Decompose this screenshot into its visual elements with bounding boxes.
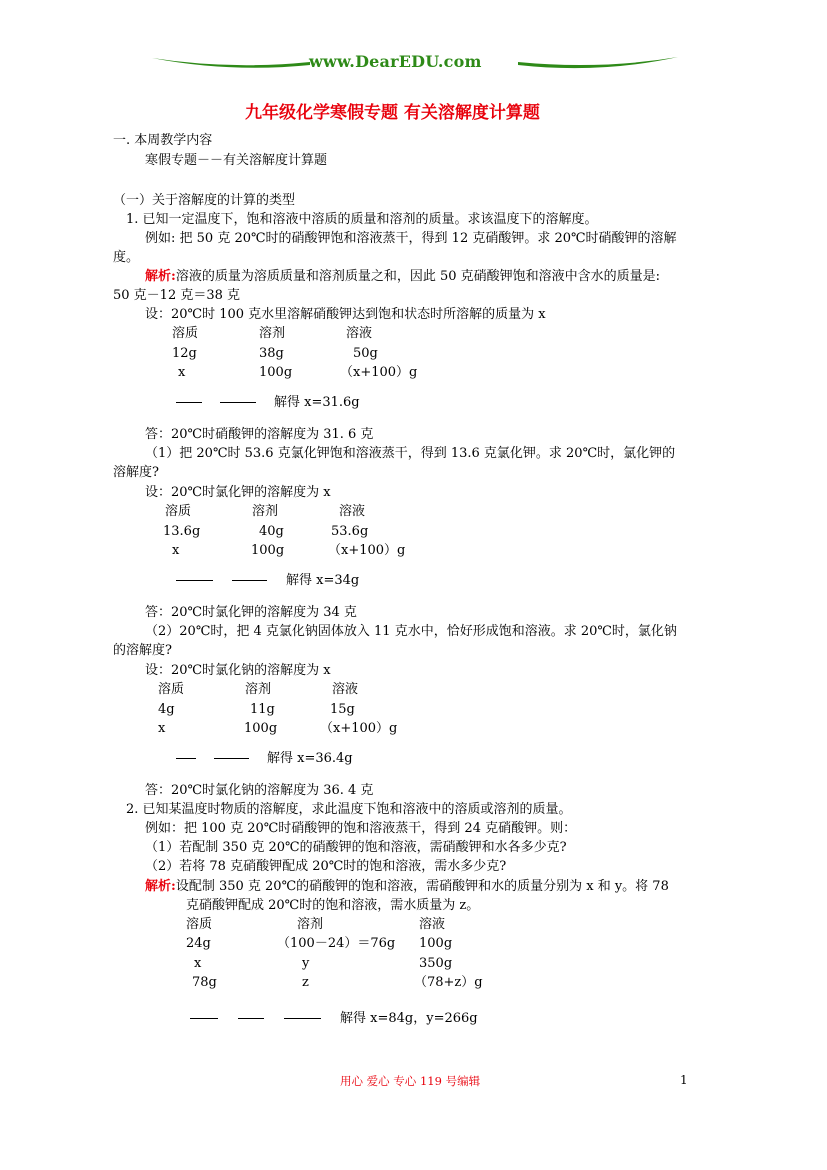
q1-set: 设：20℃时氯化钾的溶解度为 x xyxy=(145,485,331,500)
item2-solve: 解得 x=84g，y=266g xyxy=(340,1011,478,1026)
analysis-line1: 设配制 350 克 20℃的硝酸钾的饱和溶液，需硝酸钾和水的质量分别为 x 和 y。将 78 xyxy=(175,879,669,894)
table-header: 溶剂 xyxy=(245,682,272,697)
table-cell: 350g xyxy=(419,956,453,971)
table-header: 溶液 xyxy=(419,917,446,932)
fraction-bar xyxy=(214,758,249,759)
table-cell: x xyxy=(172,543,180,558)
item2-sub1: （1）若配制 350 克 20℃的硝酸钾的饱和溶液，需硝酸钾和水各多少克? xyxy=(145,840,567,855)
section-subtitle: 寒假专题－－有关溶解度计算题 xyxy=(145,153,328,168)
item2-analysis xyxy=(145,879,669,895)
fraction-bar xyxy=(220,402,256,403)
table-header: 溶质 xyxy=(165,504,192,519)
table-cell: （78+z）g xyxy=(414,975,483,990)
item1-answer: 答：20℃时硝酸钾的溶解度为 31. 6 克 xyxy=(145,427,374,442)
table-cell: 100g xyxy=(419,936,453,951)
table-cell: x xyxy=(158,721,166,736)
table-cell: 12g xyxy=(172,346,197,361)
table-cell: 38g xyxy=(259,346,284,361)
item2-analysis-line2: 克硝酸钾配成 20℃时的饱和溶液，需水质量为 z。 xyxy=(186,898,480,913)
item1-text: 1. 已知一定温度下，饱和溶液中溶质的质量和溶剂的质量。求该温度下的溶解度。 xyxy=(126,212,598,227)
q1-line1: （1）把 20℃时 53.6 克氯化钾饱和溶液蒸干，得到 13.6 克氯化钾。求 20℃时，氯化钾的 xyxy=(145,446,676,461)
table-cell: z xyxy=(302,975,309,990)
q1-solve: 解得 x=34g xyxy=(286,573,360,588)
logo-text: www.DearEDU.com xyxy=(309,52,482,71)
item1-analysis-line2: 50 克－12 克＝38 克 xyxy=(113,288,241,303)
table-cell: 100g xyxy=(244,721,278,736)
fraction-bar xyxy=(238,1018,264,1019)
table-header: 溶质 xyxy=(172,326,199,341)
fraction-bar xyxy=(176,580,213,581)
table-cell: 11g xyxy=(250,702,275,717)
q2-answer: 答：20℃时氯化钠的溶解度为 36. 4 克 xyxy=(145,783,374,798)
page-title: 九年级化学寒假专题 有关溶解度计算题 xyxy=(245,103,540,123)
q2-line2: 的溶解度? xyxy=(113,643,172,658)
table-cell: 53.6g xyxy=(331,524,369,539)
table-cell: 100g xyxy=(259,365,293,380)
table-cell: 78g xyxy=(192,975,217,990)
item2-text: 2. 已知某温度时物质的溶解度，求此温度下饱和溶液中的溶质或溶剂的质量。 xyxy=(126,802,572,817)
fraction-bar xyxy=(176,758,196,759)
table-cell: （x+100）g xyxy=(340,365,418,380)
table-cell: 50g xyxy=(353,346,378,361)
table-cell: x xyxy=(178,365,186,380)
table-cell: 40g xyxy=(259,524,284,539)
item2-sub2: （2）若将 78 克硝酸钾配成 20℃时的饱和溶液，需水多少克? xyxy=(145,859,507,874)
table-cell: y xyxy=(302,956,310,971)
analysis-line1: 溶液的质量为溶质质量和溶剂质量之和，因此 50 克硝酸钾饱和溶液中含水的质量是: xyxy=(175,269,660,284)
table-header: 溶质 xyxy=(158,682,185,697)
q2-set: 设：20℃时氯化钠的溶解度为 x xyxy=(145,663,331,678)
table-cell: （x+100）g xyxy=(328,543,406,558)
table-header: 溶液 xyxy=(346,326,373,341)
table-header: 溶质 xyxy=(186,917,213,932)
fraction-bar xyxy=(176,402,202,403)
q1-line2: 溶解度? xyxy=(113,465,159,480)
page-number: 1 xyxy=(680,1073,688,1087)
table-cell: 24g xyxy=(186,936,211,951)
table-cell: 13.6g xyxy=(163,524,201,539)
analysis-label: 解析: xyxy=(145,269,176,284)
fraction-bar xyxy=(284,1018,321,1019)
analysis-label: 解析: xyxy=(145,879,176,894)
fraction-bar xyxy=(232,580,267,581)
table-header: 溶剂 xyxy=(259,326,286,341)
table-header: 溶液 xyxy=(332,682,359,697)
item1-solve: 解得 x=31.6g xyxy=(274,395,360,410)
table-header: 溶液 xyxy=(339,504,366,519)
item1-example-line2: 度。 xyxy=(113,250,140,265)
q2-solve: 解得 x=36.4g xyxy=(267,751,353,766)
table-header: 溶剂 xyxy=(252,504,279,519)
item2-example: 例如：把 100 克 20℃时硝酸钾的饱和溶液蒸干，得到 24 克硝酸钾。则： xyxy=(145,821,577,836)
table-header: 溶剂 xyxy=(297,917,324,932)
table-cell: 100g xyxy=(251,543,285,558)
item1-example-line1: 例如: 把 50 克 20℃时的硝酸钾饱和溶液蒸干，得到 12 克硝酸钾。求 20℃时硝酸钾的溶解 xyxy=(145,231,677,246)
footer-text: 用心 爱心 专心 119 号编辑 xyxy=(340,1074,481,1088)
table-cell: （100－24）＝76g xyxy=(277,936,396,951)
fraction-bar xyxy=(190,1018,218,1019)
table-cell: 15g xyxy=(330,702,355,717)
table-cell: 4g xyxy=(158,702,175,717)
q1-answer: 答：20℃时氯化钾的溶解度为 34 克 xyxy=(145,605,357,620)
section-heading: 一. 本周教学内容 xyxy=(113,133,213,148)
part-heading: （一）关于溶解度的计算的类型 xyxy=(113,193,296,208)
item1-analysis xyxy=(145,269,660,285)
table-cell: （x+100）g xyxy=(320,721,398,736)
table-cell: x xyxy=(194,956,202,971)
item1-set: 设：20℃时 100 克水里溶解硝酸钾达到饱和状态时所溶解的质量为 x xyxy=(145,307,546,322)
q2-line1: （2）20℃时，把 4 克氯化钠固体放入 11 克水中，恰好形成饱和溶液。求 20℃时，氯化钠 xyxy=(145,624,677,639)
